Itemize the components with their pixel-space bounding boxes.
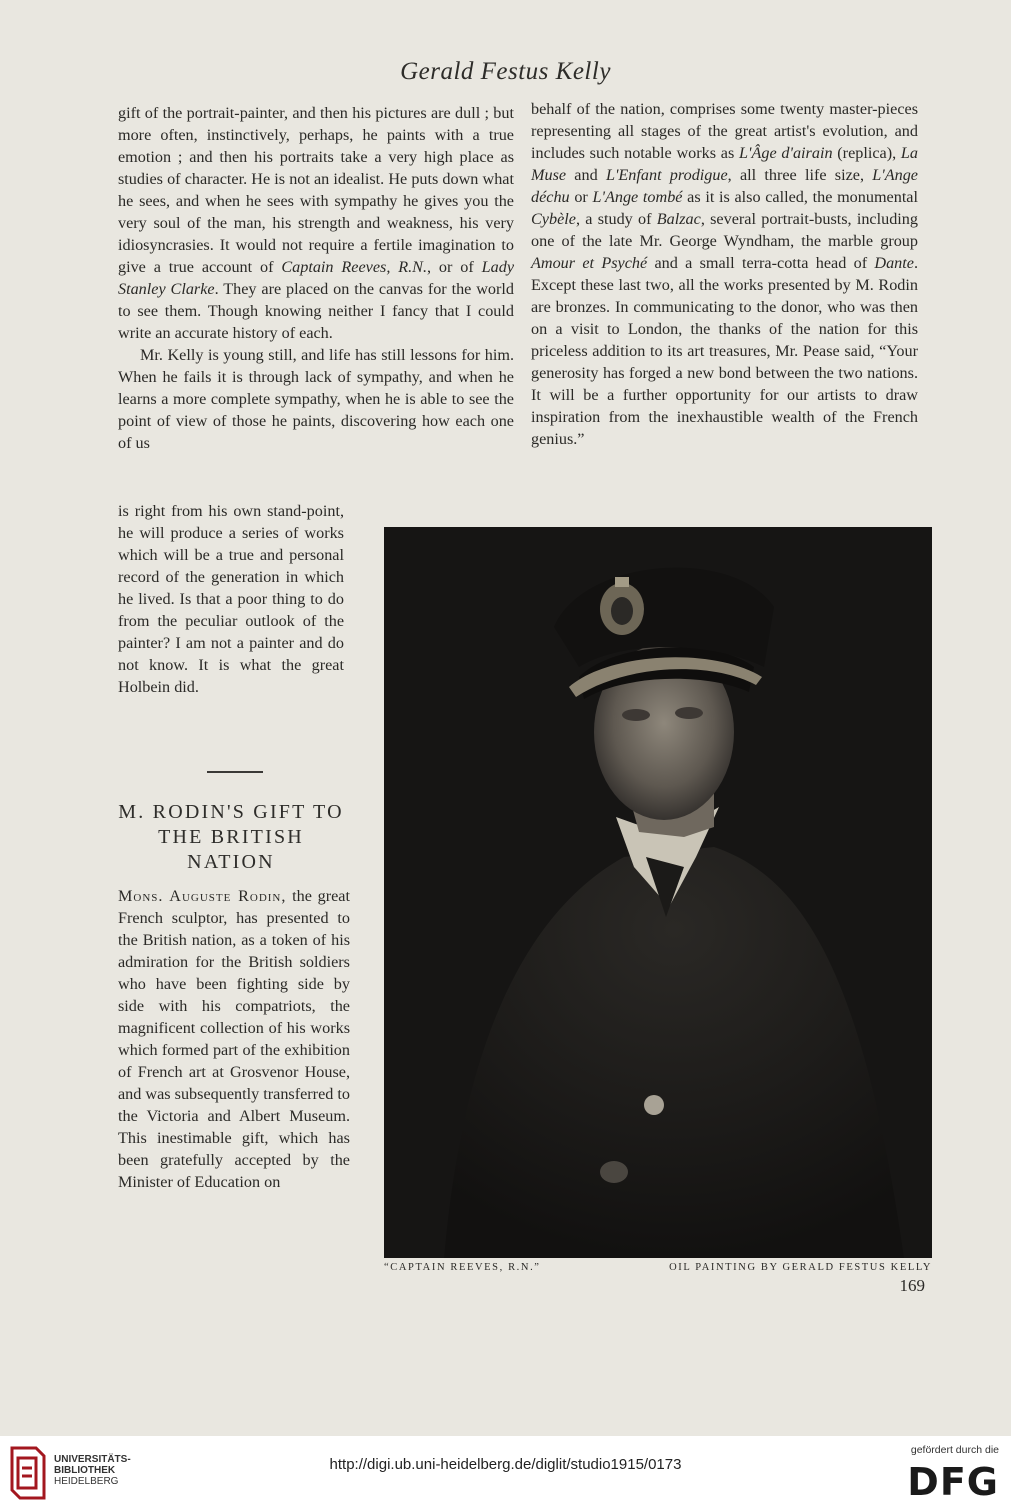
figure-caption-title: “CAPTAIN REEVES, R.N.”	[384, 1262, 541, 1273]
library-name: UNIVERSITÄTS- BIBLIOTHEK HEIDELBERG	[54, 1454, 131, 1487]
rodin-gift-paragraph: Mons. Auguste Rodin, the great French sculptor, has presented to the British nation, as a token of his admiration for the British soldiers who have been fighting side by side with his compatriots, the magnificent collection of his works which formed part of the exhibition of French art at Grosvenor House, and was subsequently transferred to the Victoria and Albert Museum. This inestimable gift, which has been gratefully accepted by the Minister of Education on	[118, 887, 350, 1191]
source-url-link[interactable]: http://digi.ub.uni-heidelberg.de/diglit/studio1915/0173	[329, 1456, 682, 1473]
funding-note: gefördert durch die	[910, 1444, 999, 1456]
portrait-painting	[384, 527, 932, 1258]
paragraph-portrait-painter: gift of the portrait-painter, and then his pictures are dull ; but more often, instinctively, perhaps, he paints with a true emotion ; and then his portraits take a very high place as studies of character. He is not an idealist. He puts down what he sees, and when he sees with sympathy he gives you the very soul of the man, his strength and weakness, his very idiosyncrasies. It would not require a fertile imagination to give a true account of Captain Reeves, R.N., or of Lady Stanley Clarke. They are placed on the canvas for the world to see them. Though knowing neither I fancy that I could write an accurate history of each.	[118, 104, 515, 342]
left-column	[118, 102, 514, 454]
section-divider	[207, 771, 263, 773]
lead-small-caps: Mons. Auguste Rodin,	[118, 887, 287, 905]
left-column-continuation: is right from his own stand-point, he will produce a series of works which will be a true and personal record of the generation in which he lived. Is that a poor thing to do from the peculiar outlook of the painter? I am not a painter and do not know. It is what the great Holbein did.	[118, 502, 344, 696]
page-number: 169	[899, 1276, 925, 1295]
figure-caption-credit: OIL PAINTING BY GERALD FESTUS KELLY	[669, 1262, 932, 1273]
university-library-logo-icon	[8, 1444, 48, 1502]
right-column	[531, 98, 918, 450]
paragraph-kelly-young: Mr. Kelly is young still, and life has still lessons for him. When he fails it is through lack of sympathy, and when he learns a more complete sympathy, when he is able to see the point of view of those he paints, discovering how each one of us	[118, 346, 514, 452]
digitization-footer	[0, 1436, 1011, 1509]
portrait-illustration	[384, 527, 932, 1258]
running-head: Gerald Festus Kelly	[400, 58, 611, 85]
paragraph-rodin-works: behalf of the nation, comprises some twenty master-pieces representing all stages of the great artist's evolution, and includes such notable works as L'Âge d'airain (replica), La Muse and L'Enfant prodigue, all three life size, L'Ange déchu or L'Ange tombé as it is also called, the monumental Cybèle, a study of Balzac, several portrait-busts, including one of the late Mr. George Wyndham, the marble group Amour et Psyché and a small terra-cotta head of Dante. Except these last two, all the works presented by M. Rodin are bronzes. In communicating to the donor, who was then on a visit to London, the thanks of the nation for this priceless addition to its art treasures, Mr. Pease said, “Your generosity has forged a new bond between the two nations. It will be a further opportunity for our artists to draw inspiration from the inexhaustible wealth of the French genius.”	[531, 100, 918, 448]
section-heading: M. RODIN'S GIFT TO THE BRITISH NATION	[118, 801, 344, 873]
dfg-logo: DFG	[907, 1460, 999, 1504]
